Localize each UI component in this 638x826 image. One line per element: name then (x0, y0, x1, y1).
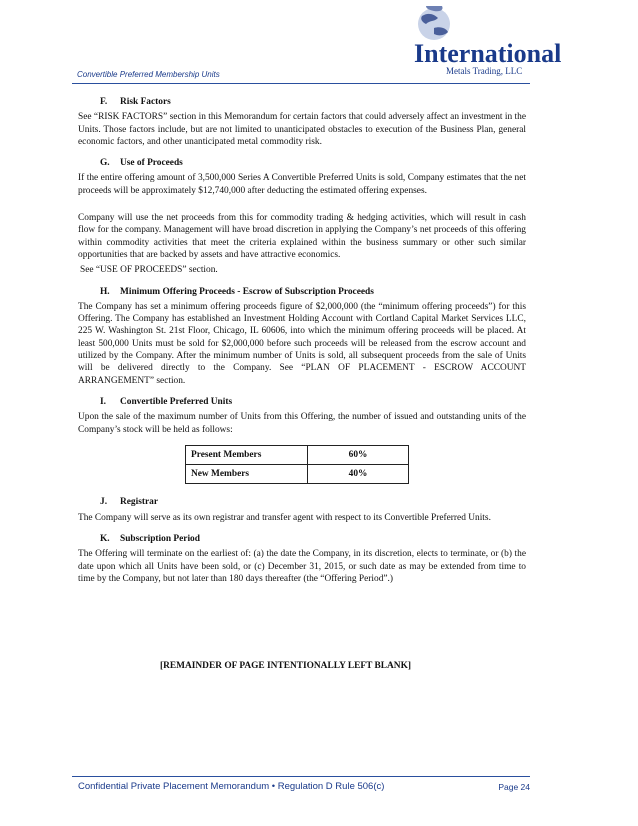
footer-divider (72, 776, 530, 777)
section-heading-i: I. Convertible Preferred Units (100, 396, 233, 407)
section-heading-k: K. Subscription Period (100, 534, 200, 545)
header-title: Convertible Preferred Membership Units (77, 70, 220, 79)
subscription-period-paragraph: The Offering will terminate on the earliest of: (a) the date the Company, in its discretion, elects to terminate, or (b) the date upon which all Units have been sold, or (c) December 31, 2015, or such date as may be extended from time to time by the Company, but not later than 180 days thereafter (the “Offering Period”.) (78, 549, 526, 584)
table-cell-label: Present Members (186, 445, 308, 464)
header-divider (72, 83, 530, 84)
units-paragraph: Upon the sale of the maximum number of Units from this Offering, the number of issued and outstanding units of the Company’s stock will be held as follows: (78, 412, 526, 435)
escrow-paragraph: The Company has set a minimum offering proceeds figure of $2,000,000 (the “minimum offering proceeds”) for this Offering. The Company has established an Investment Holding Account with Cortland Capital Market Services LLC, 225 W. Washington St. 21st Floor, Chicago, IL 60606, into which the minimum offering proceeds will be placed. At least 500,000 Units must be sold for $2,000,000 before such proceeds will be released from the escrow account and utilized by the Company. After the minimum number of Units is sold, all subsequent proceeds from the sale of Units will be delivered directly to the Company. See “PLAN OF PLACEMENT - ESCROW ACCOUNT ARRANGEMENT” section. (78, 301, 526, 386)
section-heading-f: F. Risk Factors (100, 97, 171, 107)
membership-table (185, 445, 409, 485)
section-heading-h: H. Minimum Offering Proceeds - Escrow of Subscription Proceeds (100, 286, 374, 297)
svg-text:International: International (414, 39, 562, 68)
table-row (186, 445, 409, 464)
memorandum-body (78, 96, 526, 594)
globe-icon (418, 6, 450, 40)
blank-page-notice: [REMAINDER OF PAGE INTENTIONALLY LEFT BLANK] (160, 661, 411, 671)
use-of-proceeds-paragraph-1: If the entire offering amount of 3,500,000 Series A Convertible Preferred Units is sold, Company estimates that the net proceeds will be approximately $12,740,000 after deducting the estimated offering expenses. (78, 173, 526, 196)
svg-text:Metals Trading, LLC: Metals Trading, LLC (446, 66, 523, 76)
table-cell-value: 40% (308, 465, 409, 484)
risk-factors-paragraph: See “RISK FACTORS” section in this Memorandum for certain factors that could adversely affect an investment in the Units. Those factors include, but are not limited to unanticipated obstacles to execution of the Business Plan, general economic factors, and other unanticipated metal commodity risk. (78, 112, 526, 147)
use-of-proceeds-reference: See “USE OF PROCEEDS” section. (80, 265, 218, 276)
table-cell-label: New Members (186, 465, 308, 484)
registrar-paragraph: The Company will serve as its own registrar and transfer agent with respect to its Convertible Preferred Units. (78, 512, 491, 523)
footer-text: Confidential Private Placement Memorandum • Regulation D Rule 506(c) (78, 781, 385, 792)
page-number: Page 24 (498, 782, 530, 792)
table-cell-value: 60% (308, 445, 409, 464)
use-of-proceeds-paragraph-2: Company will use the net proceeds from this for commodity trading & hedging activities, which will result in cash flow for the company. Management will have broad discretion in applying the Company’s net proceeds of this offering within commodity activities that meet the criteria explained within the business summary or other such similar opportunities that are backed by assets and have attractive economics. (78, 213, 526, 260)
section-heading-j: J. Registrar (100, 497, 159, 508)
company-logo (404, 6, 562, 78)
table-row (186, 465, 409, 484)
section-heading-g: G. Use of Proceeds (100, 158, 183, 169)
